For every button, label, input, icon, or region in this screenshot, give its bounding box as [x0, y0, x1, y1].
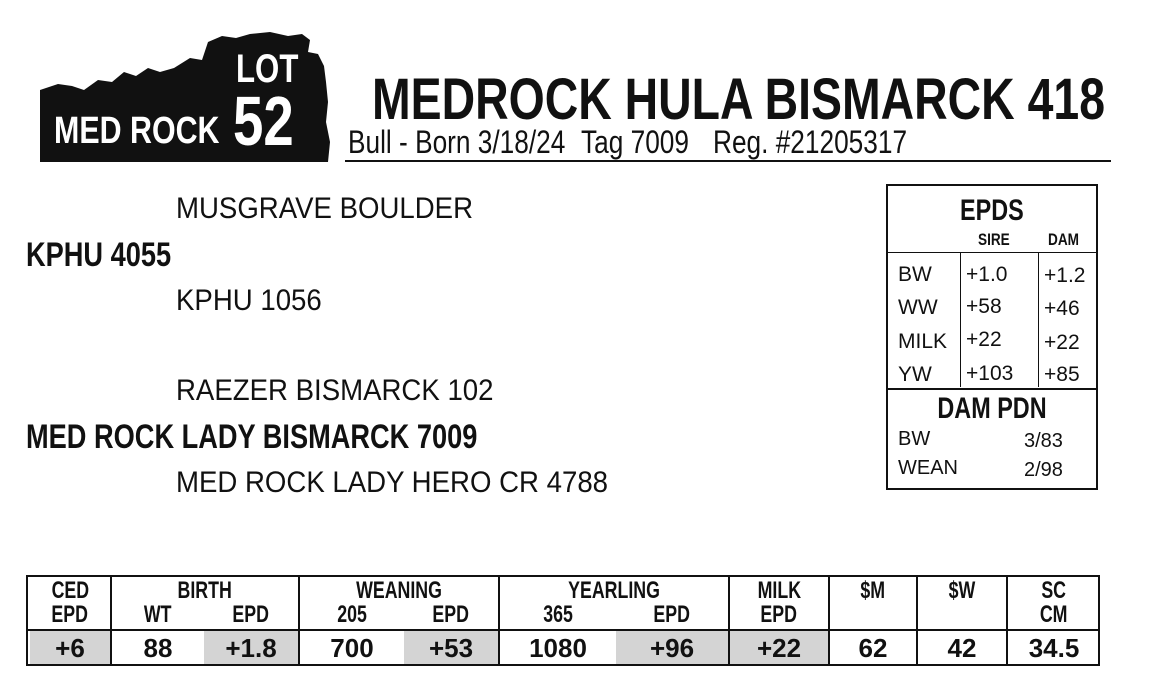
dam-pdn-value: 2/98: [1024, 459, 1063, 481]
animal-name: MEDROCK HULA BISMARCK 418: [372, 67, 1105, 132]
dam-pdn-rule: [888, 388, 1096, 390]
value-wean-205: 700: [330, 633, 374, 663]
subheader-wean-epd: EPD: [432, 601, 470, 628]
value-ced-epd: +6: [55, 633, 85, 663]
subheader-milk-epd: EPD: [760, 601, 798, 628]
epds-divider: [960, 253, 961, 387]
epds-header-rule: [888, 252, 1096, 253]
subheader-year-epd: EPD: [653, 601, 691, 628]
header-dollar-w: $W: [948, 577, 976, 604]
header-dollar-m: $M: [860, 577, 886, 604]
epds-dam-value: +22: [1044, 331, 1080, 354]
epds-sire-value: +103: [966, 362, 1014, 385]
dam-pdn-value: 3/83: [1024, 430, 1063, 452]
value-dollar-m: 62: [858, 633, 888, 663]
value-year-365: 1080: [529, 633, 587, 663]
epds-sire-value: +22: [966, 328, 1002, 351]
value-wean-epd: +53: [428, 633, 474, 663]
pedigree-dam-dam: MED ROCK LADY HERO CR 4788: [176, 466, 609, 499]
subheader-birth-epd: EPD: [232, 601, 270, 628]
header-birth: BIRTH: [177, 577, 233, 604]
epds-row-label: YW: [898, 363, 932, 386]
lot-number: 52: [233, 82, 294, 160]
epds-dam-value: +46: [1044, 297, 1080, 320]
performance-table: [26, 575, 1100, 666]
subheader-birth-wt: WT: [144, 601, 172, 628]
subheader-sc-cm: CM: [1040, 601, 1068, 628]
header-sc: SC: [1041, 577, 1067, 604]
subheader-year-365: 365: [543, 601, 573, 628]
header-milk: MILK: [757, 577, 801, 604]
header-weaning: WEANING: [356, 577, 442, 604]
value-sc-cm: 34.5: [1028, 633, 1080, 663]
pedigree-sire-sire: MUSGRAVE BOULDER: [176, 192, 474, 225]
subheader-wean-205: 205: [337, 601, 367, 628]
title-divider: [345, 160, 1111, 162]
epds-col-dam: DAM: [1048, 230, 1079, 249]
header-value-divider: [28, 629, 1098, 631]
animal-details: [348, 124, 987, 161]
value-birth-wt: 88: [143, 633, 173, 663]
dam-pdn-label: WEAN: [898, 457, 958, 479]
epds-row-label: WW: [898, 296, 938, 319]
epds-box: [886, 184, 1098, 490]
header-ced: CED: [51, 577, 89, 604]
value-milk-epd: +22: [756, 633, 802, 663]
tag-number: Tag 7009: [581, 124, 690, 160]
value-birth-epd: +1.8: [225, 633, 277, 663]
ranch-name: MED ROCK: [54, 110, 220, 152]
subheader-ced-epd: EPD: [51, 601, 89, 628]
epds-dam-value: +1.2: [1044, 264, 1086, 287]
animal-name-heading: [372, 66, 1153, 133]
epds-divider: [1038, 253, 1039, 387]
epds-sire-value: +58: [966, 295, 1002, 318]
sex-and-birth-date: Bull - Born 3/18/24: [348, 124, 566, 160]
pedigree-dam-sire: RAEZER BISMARCK 102: [176, 374, 494, 407]
lot-label: LOT: [236, 47, 299, 91]
pedigree-sire-dam: KPHU 1056: [176, 284, 322, 317]
dam-pdn-label: BW: [898, 428, 931, 450]
registration-number: Reg. #21205317: [712, 124, 907, 160]
header-yearling: YEARLING: [568, 577, 660, 604]
ranch-logo: [40, 32, 332, 162]
epds-col-sire: SIRE: [978, 230, 1010, 249]
pedigree-dam: MED ROCK LADY BISMARCK 7009: [26, 418, 478, 456]
dam-pdn-title: DAM PDN: [937, 392, 1047, 425]
epds-row-label: BW: [898, 263, 932, 286]
pedigree-sire: KPHU 4055: [26, 236, 172, 274]
value-year-epd: +96: [649, 633, 695, 663]
epds-title: EPDS: [960, 194, 1024, 227]
value-dollar-w: 42: [947, 633, 977, 663]
epds-row-label: MILK: [898, 330, 948, 353]
epds-sire-value: +1.0: [966, 263, 1008, 286]
epds-dam-value: +85: [1044, 363, 1080, 386]
